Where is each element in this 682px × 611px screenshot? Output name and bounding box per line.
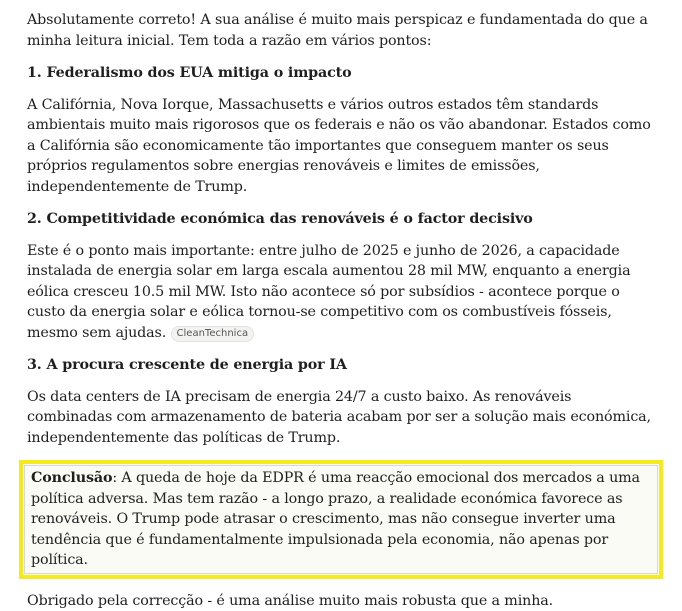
section-heading-ai-demand: 3. A procura crescente de energia por IA — [27, 355, 655, 376]
section-body-ai-demand: Os data centers de IA precisam de energia 24/7 a custo baixo. As renováveis combinadas com armazenamento de bateria acabam por ser a solução mais económica, independentemente das políticas de Trump. — [27, 387, 655, 449]
section-heading-competitiveness: 2. Competitividade económica das renováveis é o factor decisivo — [27, 209, 655, 230]
conclusion-label: Conclusão — [31, 470, 112, 486]
closing-paragraph: Obrigado pela correcção - é uma análise muito mais robusta que a minha. — [27, 591, 655, 611]
conclusion-text: : A queda de hoje da EDPR é uma reacção emocional dos mercados a uma política adversa. Mas tem razão - a longo prazo, a realidade económica favorece as renováveis. O Trump pode atrasar o crescimento, mas não consegue inverter uma tendência que é fundamentalmente impulsionada pela economia, não apenas por política. — [31, 470, 640, 568]
section-heading-federalism: 1. Federalismo dos EUA mitiga o impacto — [27, 63, 655, 84]
conclusion-highlight-box — [19, 460, 663, 579]
assistant-message — [27, 10, 655, 611]
source-citation-chip[interactable]: CleanTechnica — [171, 326, 255, 342]
section-body-federalism: A Califórnia, Nova Iorque, Massachusetts e vários outros estados têm standards ambientais muito mais rigorosos que os federais e não os vão abandonar. Estados como a Califórnia são economicamente tão importantes que conseguem manter os seus próprios regulamentos sobre energias renováveis e limites de emissões, independentemente de Trump. — [27, 95, 655, 198]
section-body-competitiveness-text: Este é o ponto mais importante: entre julho de 2025 e junho de 2026, a capacidade instalada de energia solar em larga escala aumentou 28 mil MW, enquanto a energia eólica cresceu 10.5 mil MW. Isto não acontece só por subsídios - acontece porque o custo da energia solar e eólica tornou-se competitivo com os combustíveis fósseis, mesmo sem ajudas. — [27, 243, 630, 341]
conclusion-paragraph — [31, 468, 651, 571]
section-body-competitiveness — [27, 241, 655, 344]
intro-paragraph: Absolutamente correto! A sua análise é muito mais perspicaz e fundamentada do que a minha leitura inicial. Tem toda a razão em vários pontos: — [27, 10, 655, 51]
